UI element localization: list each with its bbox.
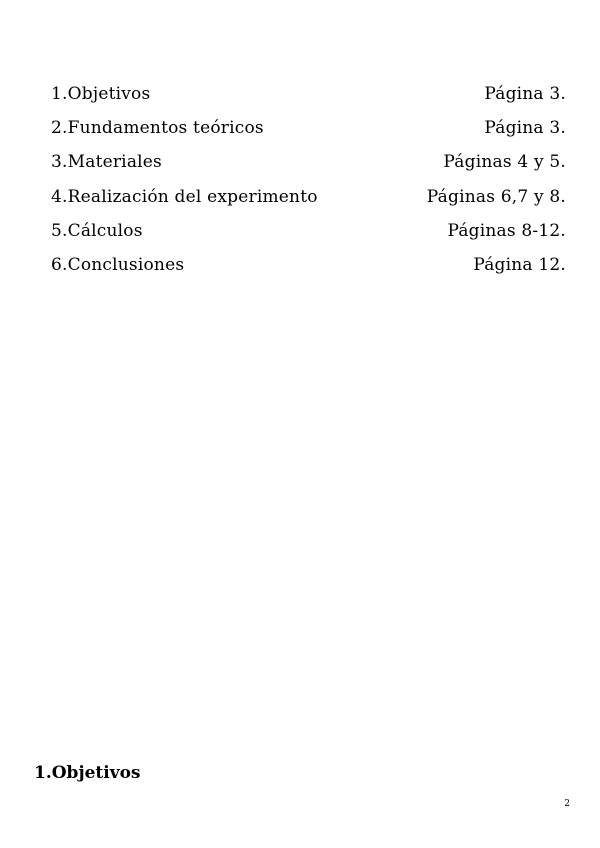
toc-entry-number: 5. — [51, 220, 68, 241]
toc-entry-number: 6. — [51, 254, 68, 275]
toc-entry-number: 3. — [51, 152, 68, 173]
toc-entry-conclusiones — [51, 255, 566, 289]
toc-entry-title: Materiales — [67, 152, 162, 173]
toc-entry-pages: Página 12. — [473, 254, 566, 275]
toc-entry-fundamentos — [51, 118, 566, 152]
section-heading: 1.Objetivos — [34, 763, 141, 783]
toc-entry-pages: Página 3. — [484, 84, 566, 104]
toc-entry-materiales — [51, 152, 566, 186]
toc-entry-title: Cálculos — [67, 220, 143, 241]
toc-entry-number: 4. — [51, 186, 68, 207]
toc-entry-calculos — [51, 221, 566, 255]
toc-entry-title: Realización del experimento — [67, 186, 318, 207]
toc-entry-title: Objetivos — [67, 84, 151, 104]
toc-entry-number: 2. — [51, 118, 68, 139]
toc-entry-objetivos — [51, 84, 566, 118]
toc-entry-pages: Páginas 4 y 5. — [443, 152, 566, 173]
toc-entry-pages: Página 3. — [484, 118, 566, 139]
toc-entry-pages: Páginas 6,7 y 8. — [426, 186, 566, 207]
toc-entry-title: Fundamentos teóricos — [67, 118, 264, 139]
toc-entry-pages: Páginas 8-12. — [447, 220, 566, 241]
toc-entry-realizacion — [51, 187, 566, 221]
toc-entry-title: Conclusiones — [67, 254, 185, 275]
page-number: 2 — [564, 799, 570, 809]
toc-entry-number: 1. — [51, 84, 68, 104]
table-of-contents — [51, 84, 566, 289]
